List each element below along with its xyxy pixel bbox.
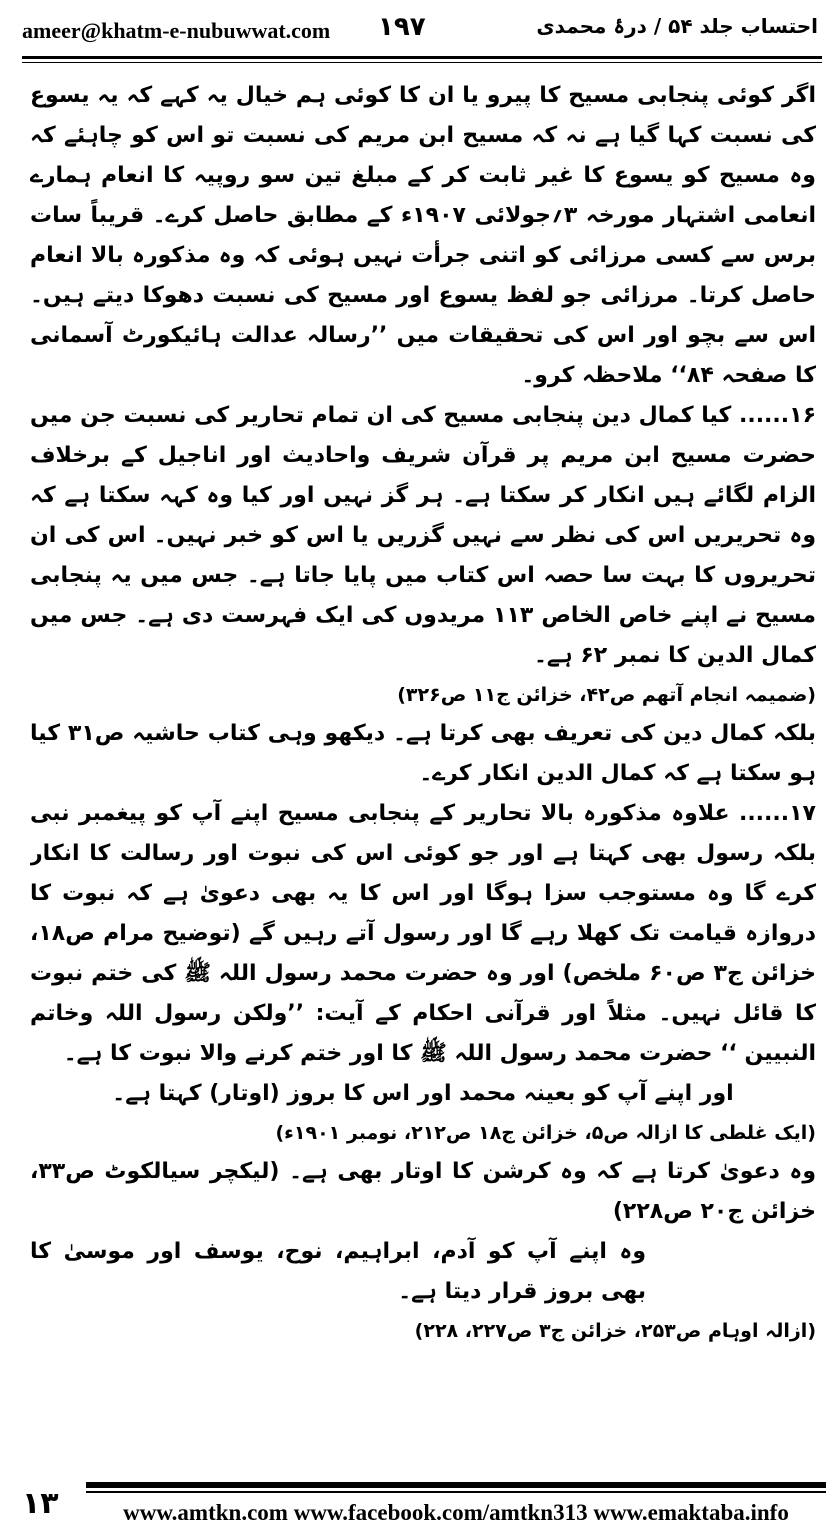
page-body [30,76,816,1440]
header-rule [22,56,822,59]
paragraph-number: ۱۶...... [738,403,816,428]
footer-links: www.amtkn.com www.facebook.com/amtkn313 www.emaktaba.info [123,1500,789,1525]
reference-citation: (ایک غلطی کا ازالہ ص۵، خزائن ج۱۸ ص۲۱۲، نومبر ۱۹۰۱ء) [275,1122,816,1144]
reference-citation: (ضمیمہ انجام آتھم ص۴۲، خزائن ج۱۱ ص۳۲۶) [397,684,816,706]
paragraph: بلکہ کمال دین کی تعریف بھی کرتا ہے۔ دیکھو وہی کتاب حاشیہ ص۳۱ کیا ہو سکتا ہے کہ کمال الدین انکار کرے۔ [30,721,816,786]
header-rule-thin [22,62,822,63]
paragraph-number: ۱۷...... [738,801,816,826]
page-number: ۱۹۷ [378,12,426,42]
reference-citation: (ازالہ اوہام ص۲۵۳، خزائن ج۳ ص۲۲۷، ۲۲۸) [414,1320,816,1342]
page-header [0,0,840,66]
book-title: احتساب جلد ۵۴ / درۂ محمدی [536,14,818,38]
paragraph-indented: وہ اپنے آپ کو آدم، ابراہیم، نوح، یوسف اور موسیٰ کا بھی بروز قرار دیتا ہے۔ [30,1239,646,1304]
paragraph: اگر کوئی پنجابی مسیح کا پیرو یا ان کا کوئی ہم خیال یہ کہے کہ یہ یسوع کی نسبت کہا گیا ہے نہ کہ مسیح ابن مریم کی نسبت تو اس کو چاہئے کہ وہ مسیح کو یسوع کا غیر ثابت کر کے مبلغ تین سو روپیہ کا انعام ہمارے انعامی اشتہار مورخہ ۳؍جولائی ۱۹۰۷ء کے مطابق حاصل کرے۔ قریباً سات برس سے کسی مرزائی کو اتنی جرأت نہیں ہوئی کہ وہ مذکورہ بالا انعام حاصل کرتا۔ مرزائی جو لفظ یسوع اور مسیح کی نسبت دھوکا دیتے ہیں۔ اس سے بچو اور اس کی تحقیقات میں ’’رسالہ عدالت ہائیکورٹ آسمانی کا صفحہ ۸۴‘‘ ملاحظہ کرو۔ [30,83,816,388]
header-email: ameer@khatm-e-nubuwwat.com [22,18,331,43]
page-footer [0,1478,840,1540]
numbered-paragraph: ۱۷...... علاوہ مذکورہ بالا تحاریر کے پنجابی مسیح اپنے آپ کو پیغمبر نبی بلکہ رسول بھی کہتا ہے اور جو کوئی اس کی نبوت اور رسالت کا انکار کرے گا وہ مستوجب سزا ہوگا اور اس کا یہ بھی دعویٰ ہے کہ نبوت کا دروازہ قیامت تک کھلا رہے گا اور رسول آتے رہیں گے (توضیح مرام ص۱۸، خزائن ج۳ ص۶۰ ملخص) اور وہ حضرت محمد رسول اللہ ﷺ کی ختم نبوت کا قائل نہیں۔ مثلاً اور قرآنی احکام کے آیت: ’’ولکن رسول اللہ وخاتم النبیین ‘‘ حضرت محمد رسول اللہ ﷺ کا اور ختم کرنے والا نبوت کا ہے۔ [30,794,816,1074]
footer-number: ۱۳ [22,1486,59,1521]
footer-rule-thin [86,1491,826,1493]
footer-rule [86,1482,826,1488]
numbered-paragraph: ۱۶...... کیا کمال دین پنجابی مسیح کی ان تمام تحاریر کی نسبت جن میں حضرت مسیح ابن مریم پر قرآن شریف واحادیث اور اناجیل کے برخلاف الزام لگائے ہیں انکار کر سکتا ہے۔ ہر گز نہیں اور کیا وہ کہہ سکتا ہے کہ وہ تحریریں اس کی نظر سے نہیں گزریں یا اس کو خبر نہیں۔ اس کی ان تحریروں کا بہت سا حصہ اس کتاب میں پایا جاتا ہے۔ جس میں یہ پنجابی مسیح نے اپنے خاص الخاص ۱۱۳ مریدوں کی ایک فہرست دی ہے۔ جس میں کمال الدین کا نمبر ۶۲ ہے۔ [30,396,816,676]
paragraph: وہ دعویٰ کرتا ہے کہ وہ کرشن کا اوتار بھی ہے۔ (لیکچر سیالکوٹ ص۳۳، خزائن ج۲۰ ص۲۲۸) [30,1159,816,1224]
paragraph-centered: اور اپنے آپ کو بعینہ محمد اور اس کا بروز (اوتار) کہتا ہے۔ [112,1081,734,1106]
